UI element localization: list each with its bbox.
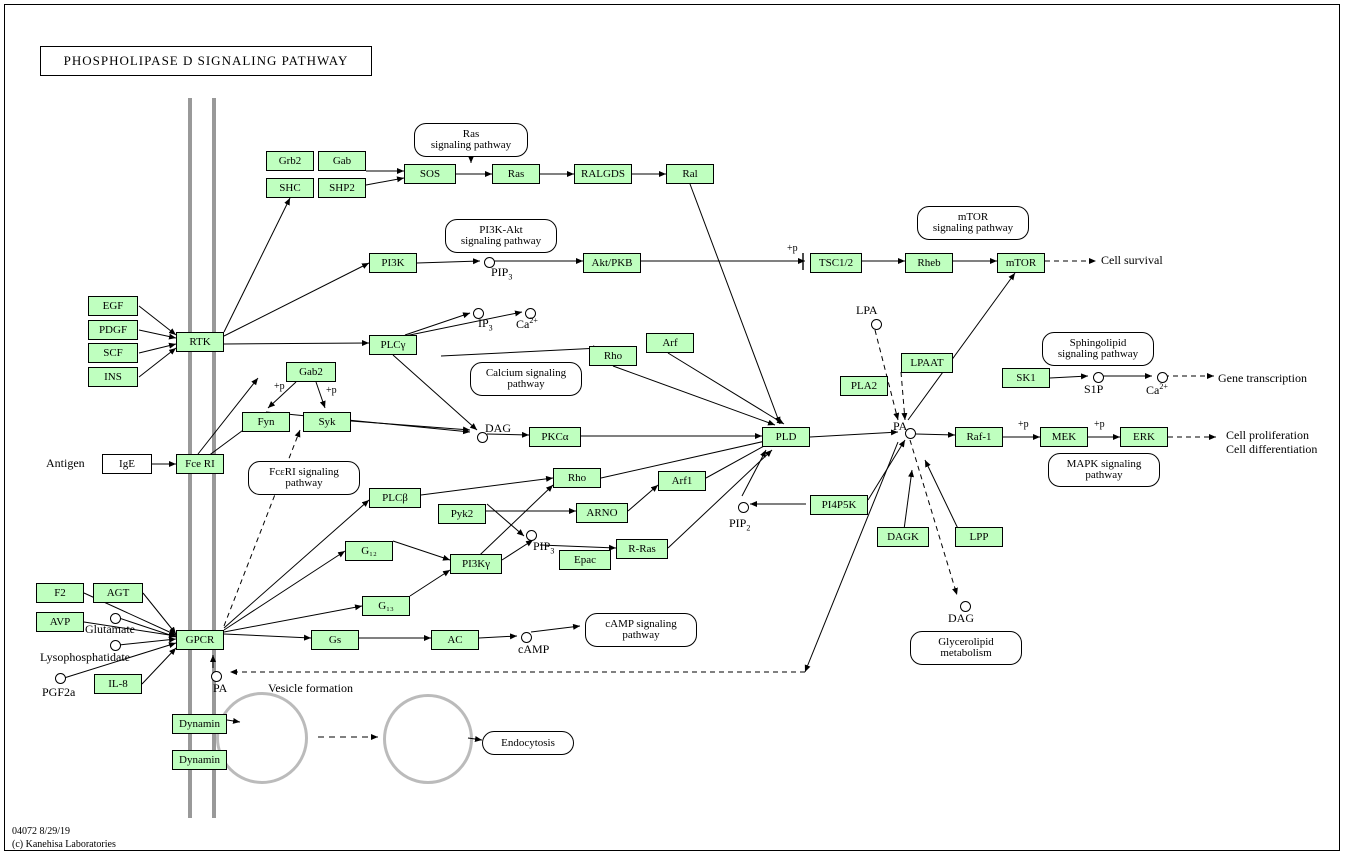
gene-node-rheb[interactable] — [905, 253, 953, 273]
node-label: Ral — [682, 167, 698, 180]
label-cell-survival: Cell survival — [1101, 253, 1163, 267]
node-label: Pyk2 — [450, 507, 474, 520]
gene-node-ras[interactable] — [492, 164, 540, 184]
pathway-link-line2: pathway — [622, 629, 660, 641]
gene-node-shc[interactable] — [266, 178, 314, 198]
label-cell-differentiation: Cell differentiation — [1226, 442, 1318, 456]
pathway-link-line1: mTOR — [957, 211, 989, 223]
node-label: TSC1/2 — [818, 256, 854, 269]
gene-node-il8[interactable] — [94, 674, 142, 694]
node-label: PDGF — [98, 323, 128, 336]
gene-node-dynamin-2[interactable] — [172, 750, 227, 770]
label-s1p: S1P — [1084, 382, 1104, 396]
gene-node-gab2[interactable] — [286, 362, 336, 382]
label-pip3-upper: $PIP_3$ — [491, 265, 513, 282]
gene-node-arf[interactable] — [646, 333, 694, 353]
node-label: EGF — [102, 299, 124, 312]
node-label: G₁₃ — [378, 599, 394, 612]
compound-node-pgf2a[interactable] — [55, 673, 66, 684]
pathway-link-line2: signaling pathway — [430, 139, 512, 151]
pathway-link-pi3k-akt[interactable] — [445, 219, 557, 253]
gene-node-ins[interactable] — [88, 367, 138, 387]
gene-node-pyk2[interactable] — [438, 504, 486, 524]
label-pa-vesicle: PA — [213, 681, 228, 695]
node-label: PLD — [775, 430, 797, 443]
node-label: IL-8 — [108, 677, 128, 690]
node-label: Rho — [567, 471, 587, 484]
gene-node-epac[interactable] — [559, 550, 611, 570]
node-label: RTK — [189, 335, 211, 348]
gene-node-rtk[interactable] — [176, 332, 224, 352]
label-glutamate: Glutamate — [85, 622, 135, 636]
pathway-link-endocytosis[interactable] — [482, 731, 574, 755]
pathway-link-line2: metabolism — [940, 647, 992, 659]
gene-node-gs[interactable] — [311, 630, 359, 650]
gene-node-mtor[interactable] — [997, 253, 1045, 273]
pathway-link-mapk[interactable] — [1048, 453, 1160, 487]
node-label: PI4P5K — [821, 498, 857, 511]
gene-node-scf[interactable] — [88, 343, 138, 363]
node-label: PI3Kγ — [461, 557, 491, 570]
gene-node-pkca[interactable] — [529, 427, 581, 447]
compound-node-pip2[interactable] — [738, 502, 749, 513]
node-label: Arf1 — [671, 474, 693, 487]
pathway-link-line1: FcεRI signaling — [269, 466, 339, 478]
pathway-link-line1: MAPK signaling — [1066, 458, 1142, 470]
node-label: Dynamin — [179, 753, 220, 766]
node-label: Rho — [603, 349, 623, 362]
gene-node-pla2[interactable] — [840, 376, 888, 396]
gene-node-g13[interactable] — [362, 596, 410, 616]
gene-node-pi4p5k[interactable] — [810, 495, 868, 515]
node-label: Dynamin — [179, 717, 220, 730]
node-label: SHP2 — [329, 181, 355, 194]
gene-node-ac[interactable] — [431, 630, 479, 650]
node-label: LPP — [969, 530, 989, 543]
label-dag-right: DAG — [948, 611, 974, 625]
node-label: RALGDS — [580, 167, 625, 180]
pathway-link-line1: Calcium signaling — [485, 367, 567, 379]
node-label: ERK — [1133, 430, 1155, 443]
gene-node-ige[interactable] — [102, 454, 152, 474]
pathway-link-glycerolipid[interactable] — [910, 631, 1022, 665]
gene-node-ral[interactable] — [666, 164, 714, 184]
node-label: GPCR — [185, 633, 215, 646]
gene-node-sos[interactable] — [404, 164, 456, 184]
gene-node-syk[interactable] — [303, 412, 351, 432]
gene-node-gpcr[interactable] — [176, 630, 224, 650]
label-phospho-tsc: +p — [787, 243, 798, 254]
label-phospho-gab2-right: +p — [326, 385, 337, 396]
gene-node-plcb[interactable] — [369, 488, 421, 508]
gene-node-arno[interactable] — [576, 503, 628, 523]
gene-node-tsc1-2[interactable] — [810, 253, 862, 273]
pathway-link-line1: Ras — [462, 128, 480, 140]
node-label: SHC — [279, 181, 301, 194]
pathway-link-line2: pathway — [1085, 469, 1123, 481]
gene-node-pi3ky[interactable] — [450, 554, 502, 574]
gene-node-mek[interactable] — [1040, 427, 1088, 447]
gene-node-shp2[interactable] — [318, 178, 366, 198]
gene-node-dynamin-1[interactable] — [172, 714, 227, 734]
pathway-link-line1: Glycerolipid — [938, 636, 994, 648]
gene-node-raf1[interactable] — [955, 427, 1003, 447]
gene-node-akt-pkb[interactable] — [583, 253, 641, 273]
node-label: PI3K — [381, 256, 405, 269]
node-label: DAGK — [887, 530, 919, 543]
gene-node-avp[interactable] — [36, 612, 84, 632]
label-ip3: $IP_3$ — [478, 316, 493, 333]
gene-node-fyn[interactable] — [242, 412, 290, 432]
pathway-link-line2: pathway — [507, 378, 545, 390]
gene-node-pi3k[interactable] — [369, 253, 417, 273]
pathway-link-mtor[interactable] — [917, 206, 1029, 240]
node-label: PLA2 — [850, 379, 878, 392]
pathway-link-line1: PI3K-Akt — [479, 224, 523, 236]
node-label: AGT — [106, 586, 130, 599]
label-pip3-lower: $PIP_3$ — [533, 539, 555, 556]
pathway-link-ras[interactable] — [414, 123, 528, 157]
node-label: Rheb — [917, 256, 941, 269]
label-pgf2a: PGF2a — [42, 685, 76, 699]
node-label: Raf-1 — [966, 430, 992, 443]
compound-node-lpa[interactable] — [871, 319, 882, 330]
pathway-link-line2: signaling pathway — [460, 235, 542, 247]
gene-node-plcg[interactable] — [369, 335, 417, 355]
label-gene-transcription: Gene transcription — [1218, 371, 1307, 385]
gene-node-fceri[interactable] — [176, 454, 224, 474]
node-label: R-Ras — [628, 542, 656, 555]
gene-node-agt[interactable] — [93, 583, 143, 603]
gene-node-g12[interactable] — [345, 541, 393, 561]
vesicle-formed — [383, 694, 473, 784]
label-dag-left: DAG — [485, 421, 511, 435]
gene-node-ralgds[interactable] — [574, 164, 632, 184]
node-label: mTOR — [1005, 256, 1037, 269]
gene-node-grb2[interactable] — [266, 151, 314, 171]
label-phospho-raf: +p — [1018, 419, 1029, 430]
node-label: SCF — [103, 346, 123, 359]
pathway-link-camp[interactable] — [585, 613, 697, 647]
node-label: SOS — [419, 167, 441, 180]
node-label: ARNO — [586, 506, 618, 519]
node-label: Arf — [662, 336, 678, 349]
label-camp: cAMP — [518, 642, 550, 656]
node-label: Epac — [574, 553, 596, 566]
node-label: INS — [104, 370, 122, 383]
pathway-link-line1: Endocytosis — [501, 736, 555, 749]
page-title: PHOSPHOLIPASE D SIGNALING PATHWAY — [40, 46, 372, 76]
node-label: Grb2 — [278, 154, 302, 167]
pathway-link-fceri[interactable] — [248, 461, 360, 495]
pathway-link-calcium[interactable] — [470, 362, 582, 396]
pathway-link-line2: signaling pathway — [1057, 348, 1139, 360]
node-label: Syk — [318, 415, 336, 428]
node-label: AVP — [49, 615, 71, 628]
node-label: PKCα — [541, 430, 569, 443]
label-pa-center: PA — [893, 419, 908, 433]
gene-node-sk1[interactable] — [1002, 368, 1050, 388]
gene-node-rras[interactable] — [616, 539, 668, 559]
node-label: SK1 — [1016, 371, 1036, 384]
pathway-link-line1: cAMP signaling — [605, 618, 677, 630]
gene-node-gab[interactable] — [318, 151, 366, 171]
pathway-link-sphingolipid[interactable] — [1042, 332, 1154, 366]
label-phospho-gab2-left: +p — [274, 381, 285, 392]
gene-node-pld[interactable] — [762, 427, 810, 447]
footer-line-1: 04072 8/29/19 — [12, 826, 71, 837]
node-label: G₁₂ — [361, 544, 377, 557]
label-phospho-mek: +p — [1094, 419, 1105, 430]
gene-node-egf[interactable] — [88, 296, 138, 316]
node-label: LPAAT — [910, 356, 944, 369]
node-label: Ras — [507, 167, 525, 180]
footer-line-2: (c) Kanehisa Laboratories — [12, 839, 116, 850]
gene-node-f2[interactable] — [36, 583, 84, 603]
label-ca-upper: $Ca^{2+}$ — [516, 316, 538, 331]
gene-node-dagk[interactable] — [877, 527, 929, 547]
node-label: IgE — [119, 457, 135, 470]
vesicle-budding — [216, 692, 308, 784]
gene-node-rho-lower[interactable] — [553, 468, 601, 488]
gene-node-arf1[interactable] — [658, 471, 706, 491]
node-label: PLCβ — [382, 491, 408, 504]
pathway-link-line2: pathway — [285, 477, 323, 489]
node-label: AC — [447, 633, 463, 646]
gene-node-rho-upper[interactable] — [589, 346, 637, 366]
label-lysophosphatidate: Lysophosphatidate — [40, 650, 130, 664]
label-pip2: $PIP_2$ — [729, 516, 751, 533]
node-label: Fyn — [257, 415, 275, 428]
node-label: Gs — [328, 633, 342, 646]
gene-node-lpaat[interactable] — [901, 353, 953, 373]
node-label: Gab — [332, 154, 352, 167]
label-antigen: Antigen — [46, 456, 85, 470]
pathway-link-line2: signaling pathway — [932, 222, 1014, 234]
pathway-link-line1: Sphingolipid — [1069, 337, 1127, 349]
gene-node-erk[interactable] — [1120, 427, 1168, 447]
label-vesicle-formation: Vesicle formation — [268, 681, 353, 695]
node-label: Akt/PKB — [591, 256, 633, 269]
node-label: Fce RI — [185, 457, 215, 470]
gene-node-pdgf[interactable] — [88, 320, 138, 340]
node-label: PLCγ — [380, 338, 406, 351]
node-label: F2 — [54, 586, 66, 599]
label-cell-proliferation: Cell proliferation — [1226, 428, 1309, 442]
label-lpa: LPA — [856, 303, 878, 317]
node-label: Gab2 — [299, 365, 323, 378]
label-ca-lower: $Ca^{2+}$ — [1146, 382, 1168, 397]
gene-node-lpp[interactable] — [955, 527, 1003, 547]
node-label: MEK — [1051, 430, 1077, 443]
